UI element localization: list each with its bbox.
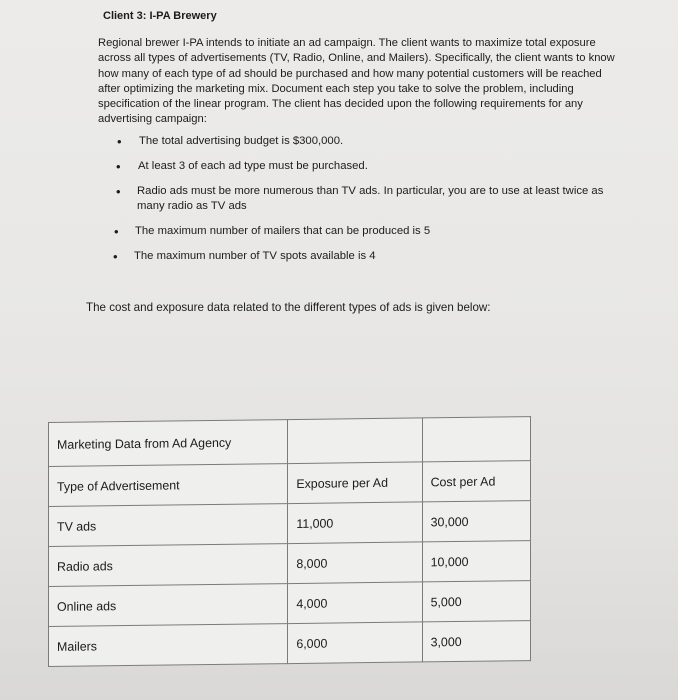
table-row bbox=[49, 461, 531, 507]
table-header-cell: Exposure per Ad bbox=[288, 462, 422, 504]
list-item bbox=[116, 184, 646, 213]
table-cell: 4,000 bbox=[288, 582, 422, 624]
table-header-cell: Type of Advertisement bbox=[49, 464, 288, 507]
bullet-icon: • bbox=[116, 159, 121, 174]
list-item bbox=[114, 224, 634, 239]
table-cell: 6,000 bbox=[288, 622, 422, 664]
requirement-text: many radio as TV ads bbox=[137, 199, 247, 212]
table-cell: 10,000 bbox=[422, 541, 530, 582]
table-cell: Radio ads bbox=[49, 544, 288, 587]
table-row bbox=[49, 621, 531, 667]
requirement-text: The maximum number of mailers that can be produced is 5 bbox=[135, 225, 431, 237]
intro-line: across all types of advertisements (TV, Radio, Online, and Mailers). Specifically, the client wants to know bbox=[98, 52, 615, 65]
requirement-text: The total advertising budget is $300,000. bbox=[139, 135, 344, 147]
intro-line: specification of the linear program. The client has decided upon the following requirements for any bbox=[98, 98, 583, 111]
table-caption-cell: Marketing Data from Ad Agency bbox=[49, 420, 288, 467]
table-cell: 11,000 bbox=[288, 502, 422, 544]
table-row bbox=[49, 581, 531, 627]
table-cell bbox=[288, 418, 422, 464]
document-title: Client 3: I-PA Brewery bbox=[103, 10, 217, 22]
table-cell: 8,000 bbox=[288, 542, 422, 584]
intro-line: Regional brewer I-PA intends to initiate an ad campaign. The client wants to maximize total exposure bbox=[98, 37, 596, 49]
table-header-cell: Cost per Ad bbox=[422, 461, 530, 502]
list-item bbox=[113, 249, 633, 264]
bullet-icon: • bbox=[113, 249, 118, 264]
table-cell: TV ads bbox=[49, 504, 288, 547]
table-cell bbox=[422, 417, 530, 462]
table-cell: 30,000 bbox=[422, 501, 530, 542]
bullet-icon: • bbox=[117, 134, 122, 149]
table-row bbox=[49, 417, 531, 467]
intro-line: advertising campaign: bbox=[98, 113, 207, 126]
list-item bbox=[117, 134, 637, 149]
table-cell: Mailers bbox=[49, 624, 288, 667]
bullet-icon: • bbox=[114, 224, 119, 239]
intro-line: how many of each type of ad should be purchased and how many potential customers will be reached bbox=[98, 67, 602, 80]
marketing-data-table-wrap bbox=[48, 416, 531, 667]
cost-intro-text: The cost and exposure data related to the different types of ads is given below: bbox=[86, 301, 491, 314]
requirement-text: At least 3 of each ad type must be purchased. bbox=[138, 160, 368, 172]
intro-line: after optimizing the marketing mix. Document each step you take to solve the problem, including bbox=[98, 82, 574, 95]
list-item bbox=[116, 159, 636, 174]
table-row bbox=[49, 501, 531, 547]
table-cell: 3,000 bbox=[422, 621, 530, 662]
marketing-data-table bbox=[48, 416, 531, 667]
table-cell: Online ads bbox=[49, 584, 288, 627]
requirement-text: The maximum number of TV spots available is 4 bbox=[134, 250, 376, 262]
table-cell: 5,000 bbox=[422, 581, 530, 622]
requirement-text: Radio ads must be more numerous than TV ads. In particular, you are to use at least twice as bbox=[137, 185, 604, 197]
table-row bbox=[49, 541, 531, 587]
intro-paragraph bbox=[98, 36, 653, 128]
bullet-icon: • bbox=[116, 184, 121, 199]
